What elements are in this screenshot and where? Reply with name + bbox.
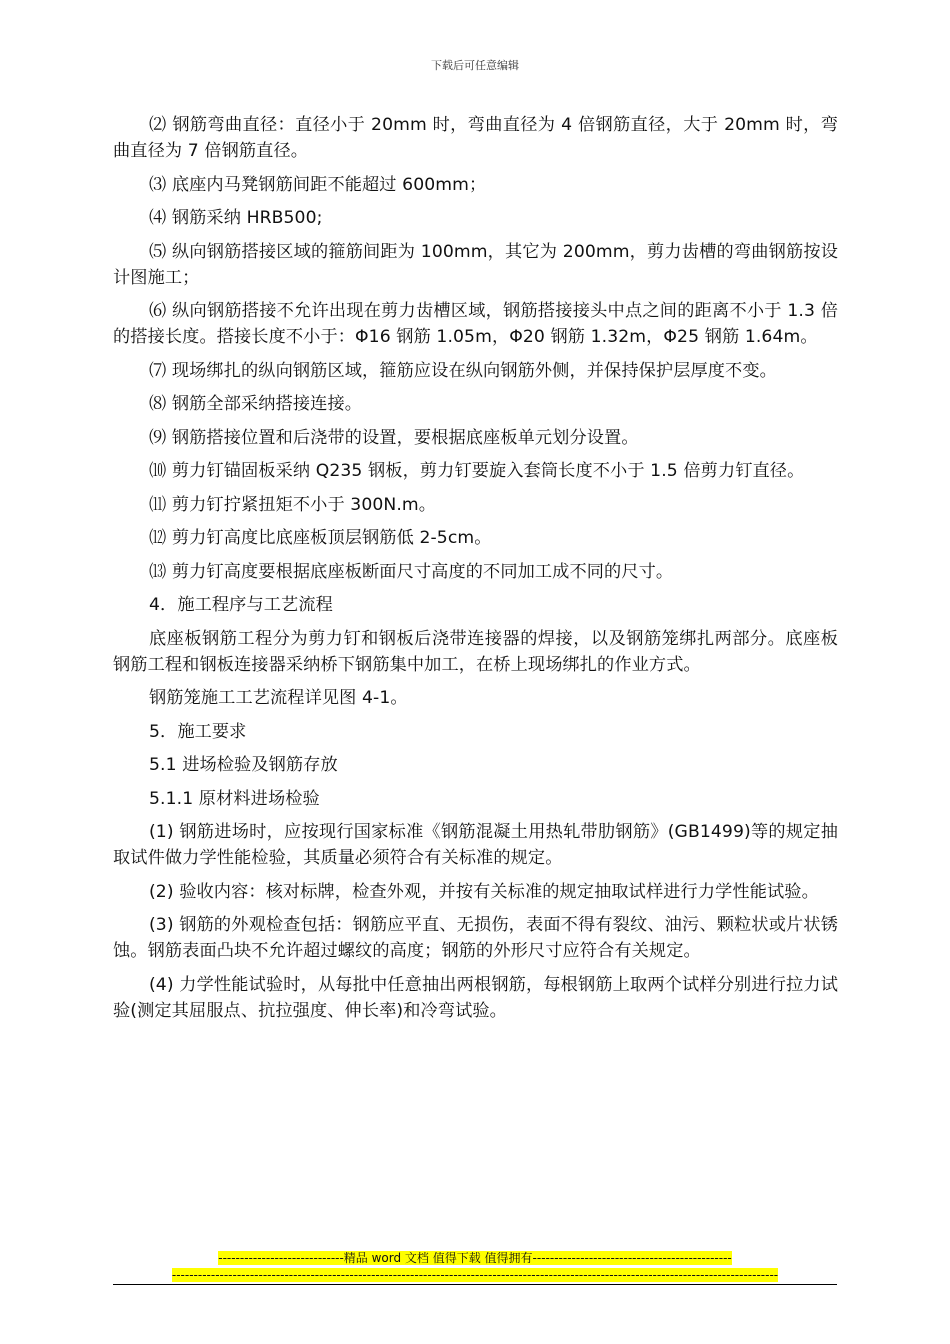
section-heading-4: 4．施工程序与工艺流程 — [149, 595, 333, 615]
paragraph-inspection-3: (3) 钢筋的外观检查包括：钢筋应平直、无损伤，表面不得有裂纹、油污、颗粒状或片状锈蚀。钢筋表面凸块不允许超过螺纹的高度；钢筋的外形尺寸应符合有关规定。 — [113, 915, 838, 961]
paragraph-inspection-1: (1) 钢筋进场时，应按现行国家标准《钢筋混凝土用热轧带肋钢筋》(GB1499)等的规定抽取试件做力学性能检验，其质量必须符合有关标准的规定。 — [113, 822, 838, 868]
section-heading-5-1-1: 5.1.1 原材料进场检验 — [149, 788, 320, 809]
paragraph-shear-stud-plate: ⑽ 剪力钉锚固板采纳 Q235 钢板，剪力钉要旋入套筒长度不小于 1.5 倍剪力钉直径。 — [149, 461, 805, 481]
footer-banner-text: -----------------------------精品 word 文档 值得下载 值得拥有---------------------------------------------- — [218, 1251, 732, 1265]
paragraph-flowchart-ref: 钢筋笼施工工艺流程详见图 4-1。 — [149, 688, 408, 708]
section-heading-5: 5．施工要求 — [149, 721, 247, 742]
paragraph-stirrup-spacing: ⑸ 纵向钢筋搭接区域的箍筋间距为 100mm，其它为 200mm，剪力齿槽的弯曲钢筋按设计图施工； — [113, 241, 838, 288]
paragraph-stirrup-placement: ⑺ 现场绑扎的纵向钢筋区域，箍筋应设在纵向钢筋外侧，并保持保护层厚度不变。 — [149, 360, 777, 381]
paragraph-rebar-grade: ⑷ 钢筋采纳 HRB500; — [149, 208, 323, 228]
paragraph-rebar-bend-diameter: ⑵ 钢筋弯曲直径：直径小于 20mm 时，弯曲直径为 4 倍钢筋直径，大于 20mm 时，弯曲直径为 7 倍钢筋直径。 — [113, 115, 838, 161]
footer-banner — [0, 1251, 950, 1265]
paragraph-lap-position: ⑼ 钢筋搭接位置和后浇带的设置，要根据底座板单元划分设置。 — [149, 427, 639, 448]
paragraph-shear-stud-height: ⑿ 剪力钉高度比底座板顶层钢筋低 2-5cm。 — [149, 528, 492, 548]
paragraph-lap-connection: ⑻ 钢筋全部采纳搭接连接。 — [149, 394, 363, 414]
paragraph-shear-stud-torque: ⑾ 剪力钉拧紧扭矩不小于 300N.m。 — [149, 494, 437, 515]
paragraph-inspection-2: (2) 验收内容：核对标牌，检查外观，并按有关标准的规定抽取试样进行力学性能试验。 — [149, 881, 819, 902]
paragraph-shear-stud-sizes: ⒀ 剪力钉高度要根据底座板断面尺寸高度的不同加工成不同的尺寸。 — [149, 561, 674, 582]
document-body — [113, 112, 838, 1031]
section-heading-5-1: 5.1 进场检验及钢筋存放 — [149, 755, 338, 775]
page-header: 下载后可任意编辑 — [431, 59, 519, 72]
paragraph-chair-rebar-spacing: ⑶ 底座内马凳钢筋间距不能超过 600mm； — [149, 174, 487, 195]
footer-rule — [113, 1284, 837, 1285]
footer-dash-text: -------------------------------------------------------------------------------------------------------------------------------------------- — [171, 1268, 779, 1282]
footer-dash-line — [0, 1268, 950, 1282]
paragraph-inspection-4: (4) 力学性能试验时，从每批中任意抽出两根钢筋，每根钢筋上取两个试样分别进行拉力试验(测定其屈服点、抗拉强度、伸长率)和冷弯试验。 — [113, 974, 838, 1021]
paragraph-rebar-works-overview: 底座板钢筋工程分为剪力钉和钢板后浇带连接器的焊接，以及钢筋笼绑扎两部分。底座板钢筋工程和钢板连接器采纳桥下钢筋集中加工，在桥上现场绑扎的作业方式。 — [113, 628, 838, 675]
paragraph-lap-length: ⑹ 纵向钢筋搭接不允许出现在剪力齿槽区域，钢筋搭接接头中点之间的距离不小于 1.3 倍的搭接长度。搭接长度不小于：Φ16 钢筋 1.05m，Φ20 钢筋 1.32m，Φ25 钢筋 1.64m。 — [113, 301, 838, 347]
